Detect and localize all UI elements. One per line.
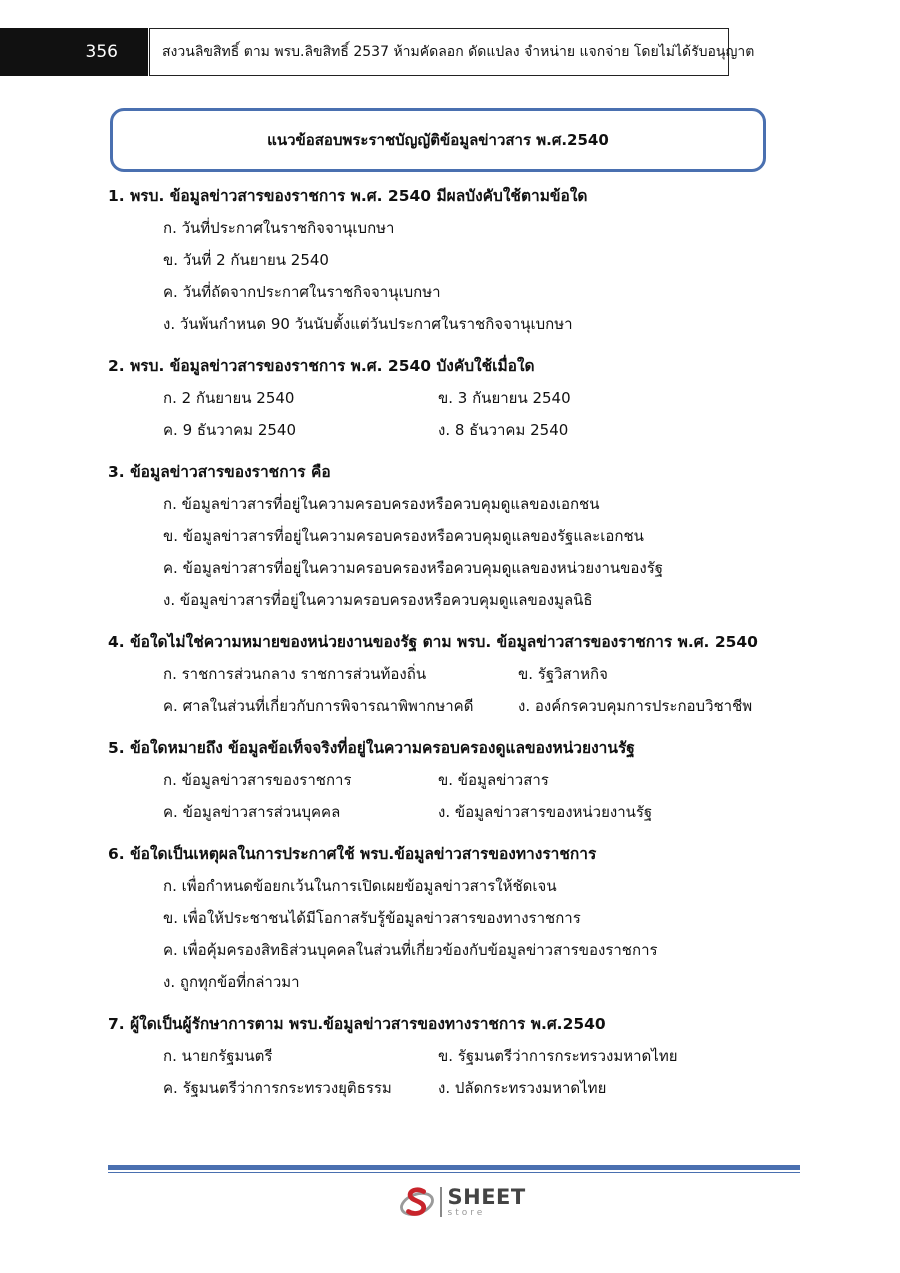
question-text: 2. พรบ. ข้อมูลข่าวสารของราชการ พ.ศ. 2540 บังคับใช้เมื่อใด: [108, 357, 535, 375]
question-text: 3. ข้อมูลข่าวสารของราชการ คือ: [108, 463, 331, 481]
option-a: ก. ราชการส่วนกลาง ราชการส่วนท้องถิ่น: [163, 665, 427, 683]
document-title-box: [110, 108, 766, 172]
logo-text: [447, 1184, 526, 1218]
page-number: [0, 28, 148, 76]
option-grid: [108, 764, 868, 828]
option-d: ง. ข้อมูลข่าวสารของหน่วยงานรัฐ: [438, 803, 653, 821]
logo-word: SHEET: [447, 1184, 526, 1209]
logo-subword: store: [447, 1207, 486, 1218]
question-text: 6. ข้อใดเป็นเหตุผลในการประกาศใช้ พรบ.ข้อมูลข่าวสารของทางราชการ: [108, 845, 597, 863]
option-b: ข. รัฐวิสาหกิจ: [518, 665, 608, 683]
question-text: 1. พรบ. ข้อมูลข่าวสารของราชการ พ.ศ. 2540 มีผลบังคับใช้ตามข้อใด: [108, 187, 588, 205]
option-d: ง. 8 ธันวาคม 2540: [438, 421, 569, 439]
question-list: [108, 180, 868, 1114]
question-5: [108, 732, 868, 828]
option-d: ง. ข้อมูลข่าวสารที่อยู่ในความครอบครองหรือควบคุมดูแลของมูลนิธิ: [163, 591, 593, 609]
document-title: แนวข้อสอบพระราชบัญญัติข้อมูลข่าวสาร พ.ศ.2540: [267, 131, 609, 149]
question-text: 7. ผู้ใดเป็นผู้รักษาการตาม พรบ.ข้อมูลข่าวสารของทางราชการ พ.ศ.2540: [108, 1015, 606, 1033]
option-c: ค. เพื่อคุ้มครองสิทธิส่วนบุคคลในส่วนที่เกี่ยวข้องกับข้อมูลข่าวสารของราชการ: [163, 941, 658, 959]
option-a: ก. 2 กันยายน 2540: [163, 389, 295, 407]
option-d: ง. ปลัดกระทรวงมหาดไทย: [438, 1079, 607, 1097]
option-d: ง. วันพ้นกำหนด 90 วันนับตั้งแต่วันประกาศในราชกิจจานุเบกษา: [163, 315, 573, 333]
logo-separator: [440, 1187, 442, 1217]
option-a: ก. เพื่อกำหนดข้อยกเว้นในการเปิดเผยข้อมูลข่าวสารให้ชัดเจน: [163, 877, 557, 895]
option-b: ข. ข้อมูลข่าวสาร: [438, 771, 549, 789]
sheet-store-logo-icon: [398, 1183, 436, 1221]
option-c: ค. ข้อมูลข่าวสารที่อยู่ในความครอบครองหรือควบคุมดูแลของหน่วยงานของรัฐ: [163, 559, 664, 577]
question-text: 5. ข้อใดหมายถึง ข้อมูลข้อเท็จจริงที่อยู่ในความครอบครองดูแลของหน่วยงานรัฐ: [108, 739, 635, 757]
option-c: ค. วันที่ถัดจากประกาศในราชกิจจานุเบกษา: [163, 283, 441, 301]
question-3: [108, 456, 868, 616]
page-number-text: 356: [85, 42, 118, 62]
sheet-store-logo: [398, 1182, 538, 1222]
question-6: [108, 838, 868, 998]
question-2: [108, 350, 868, 446]
option-c: ค. 9 ธันวาคม 2540: [163, 421, 297, 439]
option-a: ก. นายกรัฐมนตรี: [163, 1047, 273, 1065]
option-d: ง. ถูกทุกข้อที่กล่าวมา: [163, 973, 300, 991]
option-grid: [108, 382, 868, 446]
footer-rule: [108, 1165, 800, 1170]
option-c: ค. ศาลในส่วนที่เกี่ยวกับการพิจารณาพิพากษาคดี: [163, 697, 474, 715]
option-grid: [108, 658, 868, 722]
option-b: ข. เพื่อให้ประชาชนได้มีโอกาสรับรู้ข้อมูลข่าวสารของทางราชการ: [163, 909, 581, 927]
option-b: ข. รัฐมนตรีว่าการกระทรวงมหาดไทย: [438, 1047, 678, 1065]
option-d: ง. องค์กรควบคุมการประกอบวิชาชีพ: [518, 697, 753, 715]
option-grid: [108, 1040, 868, 1104]
copyright-text: สงวนลิขสิทธิ์ ตาม พรบ.ลิขสิทธิ์ 2537 ห้ามคัดลอก ดัดแปลง จำหน่าย แจกจ่าย โดยไม่ได้รับอนุญาต: [162, 44, 755, 60]
option-a: ก. ข้อมูลข่าวสารที่อยู่ในความครอบครองหรือควบคุมดูแลของเอกชน: [163, 495, 600, 513]
question-1: [108, 180, 868, 340]
option-c: ค. ข้อมูลข่าวสารส่วนบุคคล: [163, 803, 341, 821]
copyright-header: [149, 28, 755, 76]
question-text: 4. ข้อใดไม่ใช่ความหมายของหน่วยงานของรัฐ ตาม พรบ. ข้อมูลข่าวสารของราชการ พ.ศ. 2540: [108, 633, 758, 651]
option-b: ข. ข้อมูลข่าวสารที่อยู่ในความครอบครองหรือควบคุมดูแลของรัฐและเอกชน: [163, 527, 644, 545]
option-b: ข. วันที่ 2 กันยายน 2540: [163, 251, 329, 269]
option-b: ข. 3 กันยายน 2540: [438, 389, 571, 407]
option-c: ค. รัฐมนตรีว่าการกระทรวงยุติธรรม: [163, 1079, 392, 1097]
question-7: [108, 1008, 868, 1104]
question-4: [108, 626, 868, 722]
option-a: ก. วันที่ประกาศในราชกิจจานุเบกษา: [163, 219, 395, 237]
option-a: ก. ข้อมูลข่าวสารของราชการ: [163, 771, 352, 789]
